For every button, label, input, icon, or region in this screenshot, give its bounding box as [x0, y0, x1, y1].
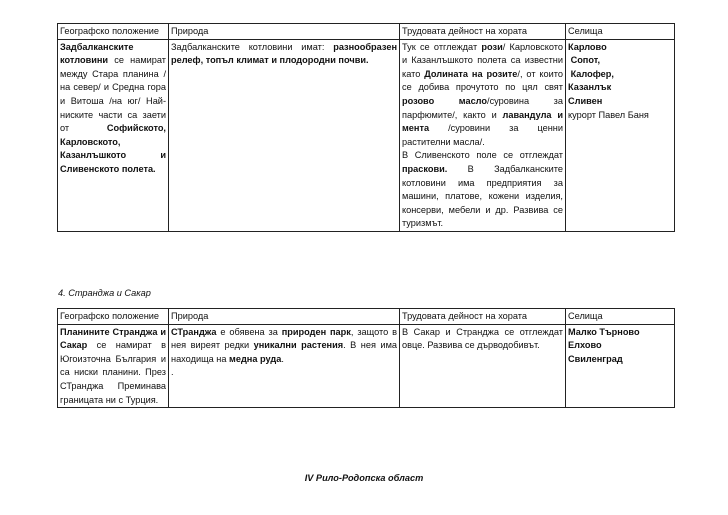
- cell-nature: Задбалканските котловини имат: разнообразен релеф, топъл климат и плодородни почви.: [169, 39, 400, 231]
- footer-heading: IV Рило-Родопска област: [304, 473, 424, 483]
- header-labour: Трудовата дейност на хората: [400, 24, 566, 40]
- table-row: [58, 324, 675, 408]
- header-settlements: Селища: [566, 24, 675, 40]
- cell-geo: Задбалканските котловини се намират между Стара планина /на север/ и Средна гора и Витоша /на юг/ Най-ниските части са заети от Софийското, Карловското, Казанлъшкото и Сливенското полета.: [58, 39, 169, 231]
- section-title: 4. Странджа и Сакар: [58, 288, 151, 298]
- cell-settlements: Карлово Сопот, Калофер, Казанлък Сливен курорт Павел Баня: [566, 39, 675, 231]
- header-geo: Географско положение: [58, 309, 169, 325]
- cell-geo: Планините Странджа и Сакар се намират в Югоизточна България и са ниски планини. През СТранджа Преминава границата ни с Турция.: [58, 324, 169, 408]
- header-geo: Географско положение: [58, 24, 169, 40]
- cell-labour: Тук се отглеждат рози/ Карловското и Казанлъшкото полета са известни като Долината на розите/, от които се добива прочутото по цял свят розово масло/суровина за парфюмите/, както и лавандула и мента /суровини за ценни растителни масла/. В Сливенското поле се отглеждат праскови. В Задбалканските котловини има предприятия за машини, платове, кожени изделия, консерви, мебели и др. Развива се туризмът.: [400, 39, 566, 231]
- table-header-row: [58, 309, 675, 325]
- header-labour: Трудовата дейност на хората: [400, 309, 566, 325]
- nature-table-1: [57, 23, 675, 232]
- cell-labour: В Сакар и Странджа се отглеждат овце. Развива се дърводобивът.: [400, 324, 566, 408]
- header-nature: Природа: [169, 309, 400, 325]
- table-row: [58, 39, 675, 231]
- nature-table-2: [57, 308, 675, 408]
- header-nature: Природа: [169, 24, 400, 40]
- cell-settlements: Малко Търново Елхово Свиленград: [566, 324, 675, 408]
- header-settlements: Селища: [566, 309, 675, 325]
- cell-nature: СТранджа е обявена за природен парк, защото в нея виреят редки уникални растения. В нея има находища на медна руда. .: [169, 324, 400, 408]
- table-header-row: [58, 24, 675, 40]
